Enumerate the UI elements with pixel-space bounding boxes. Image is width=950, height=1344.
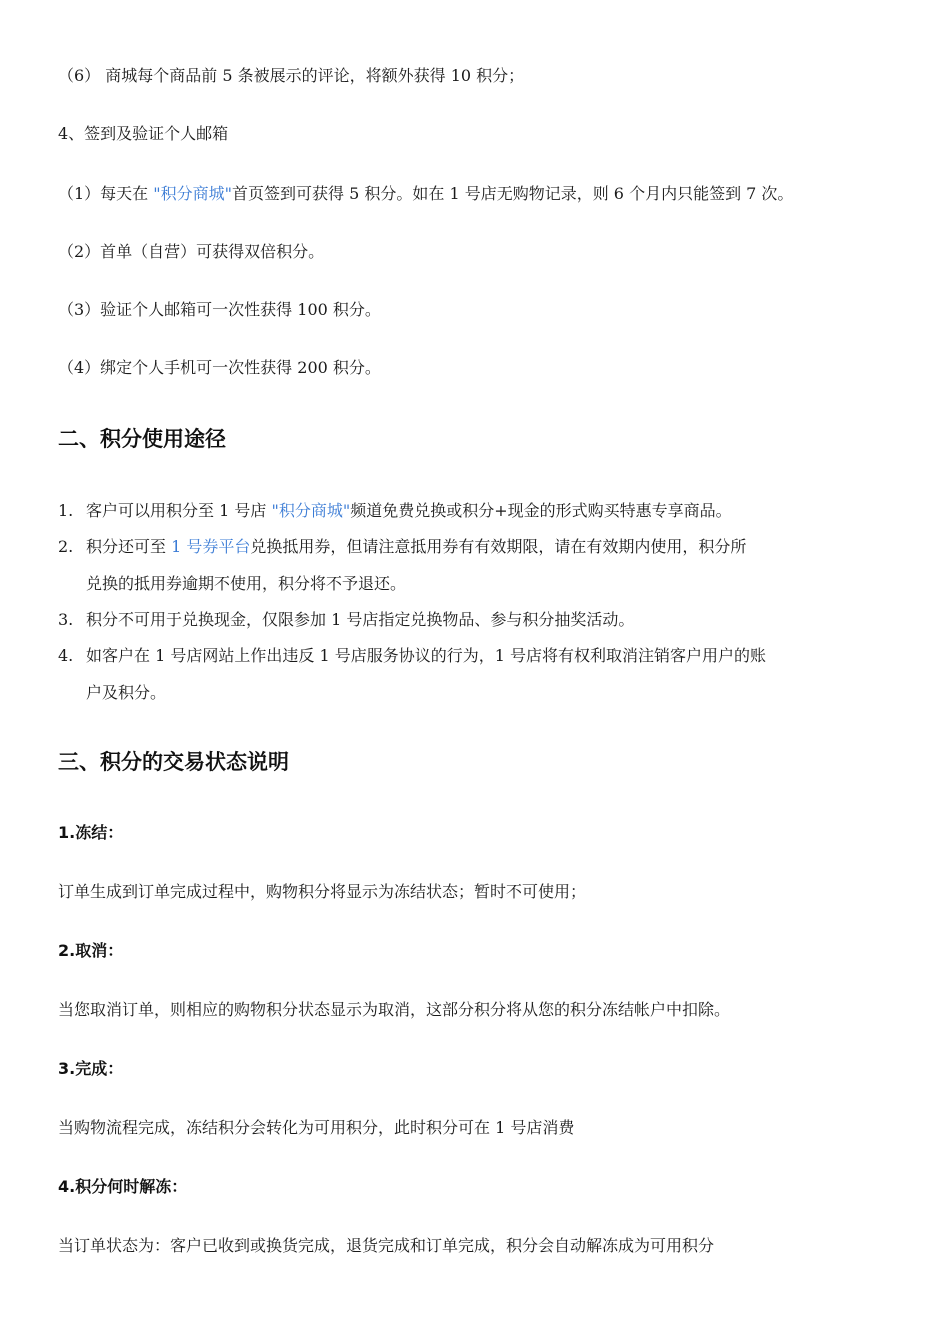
status-1-title: 1.冻结： bbox=[58, 823, 124, 842]
earn-heading-4: 4、签到及验证个人邮箱 bbox=[58, 124, 229, 143]
usage-item-1 bbox=[58, 501, 732, 521]
usage-item-4-num: 4. bbox=[58, 646, 74, 665]
earn-sub-1-text-a: （1）每天在 bbox=[58, 184, 154, 203]
earn-sub-2: （2）首单（自营）可获得双倍积分。 bbox=[58, 242, 325, 261]
usage-item-3 bbox=[58, 610, 634, 630]
points-mall-link-2[interactable]: "积分商城" bbox=[271, 501, 351, 520]
status-4-text: 当订单状态为：客户已收到或换货完成，退货完成和订单完成，积分会自动解冻成为可用积分 bbox=[58, 1236, 715, 1255]
points-mall-link[interactable]: "积分商城" bbox=[153, 184, 233, 203]
usage-item-1-num: 1. bbox=[58, 501, 74, 520]
section-title-status: 三、积分的交易状态说明 bbox=[58, 750, 289, 774]
usage-item-4 bbox=[58, 646, 766, 666]
earn-sub-3: （3）验证个人邮箱可一次性获得 100 积分。 bbox=[58, 300, 381, 319]
usage-item-3-num: 3. bbox=[58, 610, 74, 629]
earn-sub-1-text-b: 首页签到可获得 5 积分。如在 1 号店无购物记录，则 6 个月内只能签到 7 次。 bbox=[232, 184, 794, 203]
usage-item-2-num: 2. bbox=[58, 537, 74, 556]
status-2-title: 2.取消： bbox=[58, 941, 124, 960]
earn-item-6: （6） 商城每个商品前 5 条被展示的评论，将额外获得 10 积分； bbox=[58, 66, 525, 85]
coupon-platform-link[interactable]: 1 号券平台 bbox=[171, 537, 251, 556]
status-4-title: 4.积分何时解冻： bbox=[58, 1177, 188, 1196]
usage-item-4-text: 如客户在 1 号店网站上作出违反 1 号店服务协议的行为，1 号店将有权利取消注销客户用户的账 bbox=[86, 646, 766, 665]
status-1-text: 订单生成到订单完成过程中，购物积分将显示为冻结状态；暂时不可使用； bbox=[58, 882, 587, 901]
usage-item-2-cont: 兑换的抵用券逾期不使用，积分将不予退还。 bbox=[86, 574, 407, 593]
usage-item-3-text: 积分不可用于兑换现金，仅限参加 1 号店指定兑换物品、参与积分抽奖活动。 bbox=[86, 610, 635, 629]
status-3-title: 3.完成： bbox=[58, 1059, 124, 1078]
status-2-text: 当您取消订单，则相应的购物积分状态显示为取消，这部分积分将从您的积分冻结帐户中扣除。 bbox=[58, 1000, 731, 1019]
usage-item-2-text-b: 兑换抵用券，但请注意抵用券有有效期限，请在有效期内使用，积分所 bbox=[250, 537, 747, 556]
section-title-usage: 二、积分使用途径 bbox=[58, 427, 226, 451]
usage-item-2 bbox=[58, 537, 746, 557]
usage-item-1-text-b: 频道免费兑换或积分+现金的形式购买特惠专享商品。 bbox=[350, 501, 732, 520]
usage-item-2-text-a: 积分还可至 bbox=[86, 537, 172, 556]
usage-item-1-text-a: 客户可以用积分至 1 号店 bbox=[86, 501, 272, 520]
status-3-text: 当购物流程完成，冻结积分会转化为可用积分，此时积分可在 1 号店消费 bbox=[58, 1118, 575, 1137]
usage-item-4-cont: 户及积分。 bbox=[86, 683, 167, 702]
earn-sub-1 bbox=[58, 184, 793, 204]
earn-sub-4: （4）绑定个人手机可一次性获得 200 积分。 bbox=[58, 358, 381, 377]
